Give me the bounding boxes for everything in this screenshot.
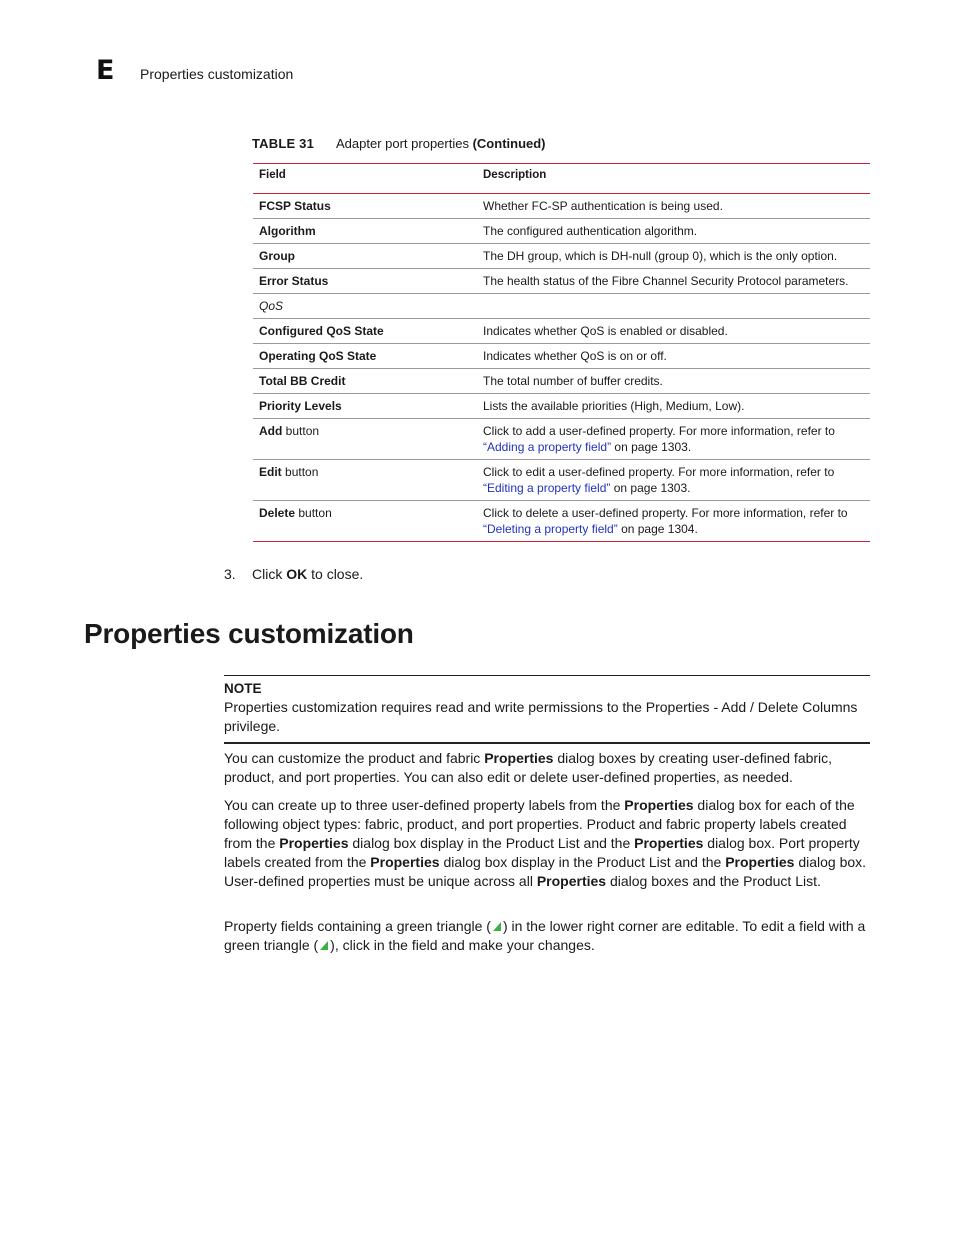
green-triangle-icon [320,941,328,950]
field-cell: Add button [259,424,320,438]
field-cell: Group [259,249,295,263]
description-cell: Whether FC-SP authentication is being used. [483,199,723,213]
table-row [253,369,870,394]
field-cell: Error Status [259,274,329,288]
step-number: 3. [224,566,236,582]
table-header-row [253,164,870,194]
ok-label: OK [286,566,308,582]
running-header: Properties customization [140,66,294,82]
note-label: NOTE [224,681,262,696]
table-row [253,269,870,294]
procedure-step: 3. Click OK to close. [224,566,364,582]
section-label-qos: QoS [259,299,284,313]
table-number: TABLE 31 [252,136,315,151]
field-cell: Priority Levels [259,399,342,413]
description-cell: Click to delete a user-defined property. For more information, refer to “Deleting a property field” on page 1304. [483,506,848,536]
field-cell: Edit button [259,465,319,479]
field-cell: FCSP Status [259,199,331,213]
description-cell: Indicates whether QoS is on or off. [483,349,667,363]
link-editing-property-field[interactable]: “Editing a property field” [483,481,611,495]
field-cell: Configured QoS State [259,324,384,338]
description-cell: The health status of the Fibre Channel Security Protocol parameters. [483,274,849,288]
table-row [253,394,870,419]
paragraph-1: You can customize the product and fabric Properties dialog boxes by creating user-defined fabric, product, and port properties. You can also edit or delete user-defined properties, as needed. [224,750,833,785]
note-box [224,675,870,744]
table-caption [252,136,546,151]
table-row [253,419,870,460]
field-cell: Total BB Credit [259,374,346,388]
section-heading: Properties customization [84,618,414,649]
table-row [253,194,870,219]
chapter-letter: E [96,55,115,86]
description-cell: Lists the available priorities (High, Medium, Low). [483,399,745,413]
description-cell: The total number of buffer credits. [483,374,663,388]
description-cell: Click to add a user-defined property. For more information, refer to “Adding a property field” on page 1303. [483,424,835,454]
properties-table [253,163,870,542]
link-deleting-property-field[interactable]: “Deleting a property field” [483,522,618,536]
table-row [253,219,870,244]
paragraph-2: You can create up to three user-defined property labels from the Properties dialog box for each of the following object types: fabric, product, and port properties. Product and fabric property labels created from the Properties dialog box display in the Product List and the Properties dialog box. Port property labels created from the Properties dialog box display in the Product List and the Properties dialog box. User-defined properties must be unique across all Properties dialog boxes and the Product List. [224,797,867,889]
field-cell: Operating QoS State [259,349,377,363]
table-row [253,460,870,501]
link-adding-property-field[interactable]: “Adding a property field” [483,440,612,454]
table-section-row [253,294,870,319]
note-text: Properties customization requires read and write permissions to the Properties - Add / Delete Columns privilege. [224,699,858,734]
description-cell: Click to edit a user-defined property. For more information, refer to “Editing a property field” on page 1303. [483,465,835,495]
description-cell: The DH group, which is DH-null (group 0), which is the only option. [483,249,838,263]
column-header-field: Field [259,169,286,181]
table-row [253,244,870,269]
table-row [253,319,870,344]
description-cell: The configured authentication algorithm. [483,224,698,238]
column-header-description: Description [483,169,547,181]
paragraph-3: Property fields containing a green triangle ( ) in the lower right corner are editable. To edit a field with a green triangle ( ), click in the field and make your changes. [224,918,866,953]
table-row [253,344,870,369]
field-cell: Delete button [259,506,332,520]
description-cell: Indicates whether QoS is enabled or disabled. [483,324,728,338]
green-triangle-icon [493,922,501,931]
table-row [253,501,870,542]
field-cell: Algorithm [259,224,316,238]
table-title: Adapter port properties (Continued) [336,136,546,151]
